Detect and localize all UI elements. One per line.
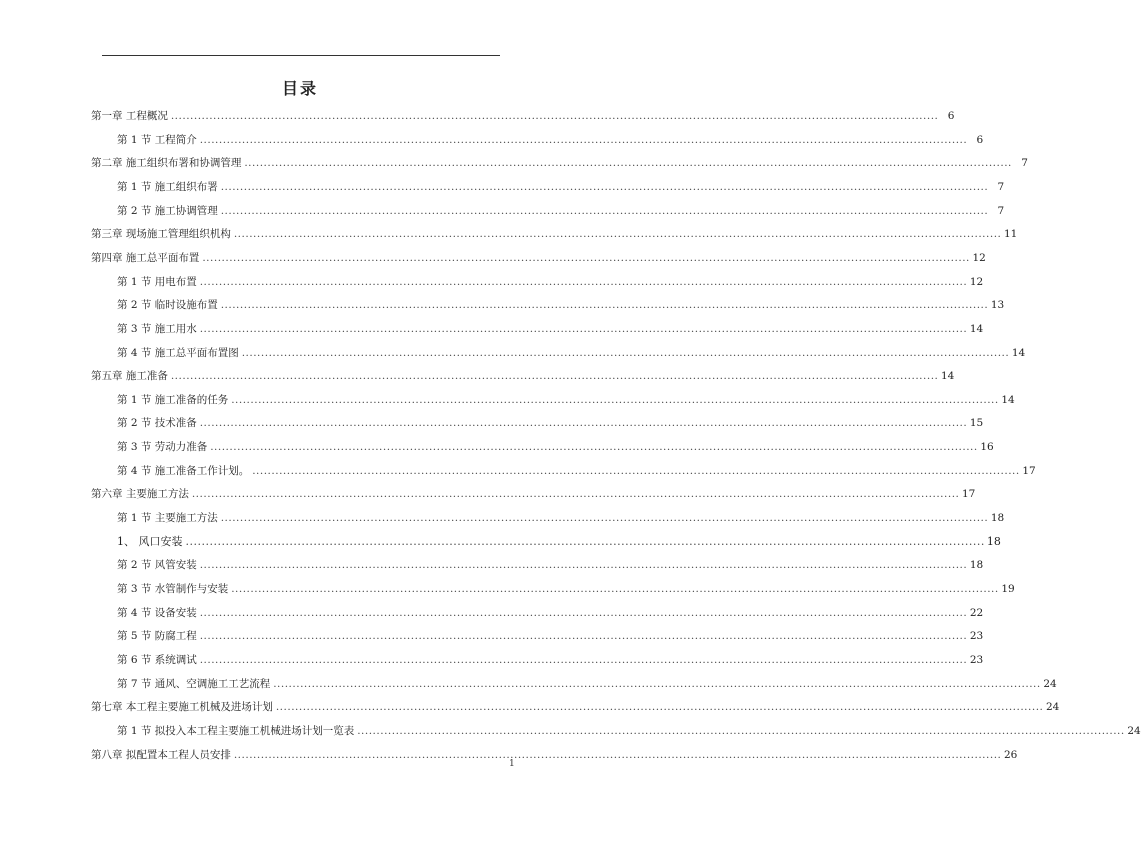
toc-section-row[interactable] <box>0 600 984 620</box>
toc-chapter-row[interactable] <box>0 150 1028 170</box>
dot-leader: ........................................................................................................................................................................................................ <box>252 464 1020 477</box>
dot-leader: ........................................................................................................................................................................................................ <box>185 534 985 548</box>
toc-entry-page: 6 <box>976 133 984 146</box>
dot-leader: ........................................................................................................................................................................................................ <box>202 251 970 264</box>
dot-leader: ........................................................................................................................................................................................................ <box>231 583 999 595</box>
toc-entry-label: 第 3 节 施工用水 <box>117 322 197 335</box>
toc-entry-page: 6 <box>947 110 955 122</box>
toc-entry-page: 14 <box>941 370 955 383</box>
toc-entry-page: 12 <box>972 251 986 264</box>
toc-entry-label: 第 5 节 防腐工程 <box>117 630 197 643</box>
toc-entry-page: 24 <box>1043 677 1057 690</box>
toc-section-row[interactable] <box>0 458 1036 478</box>
dot-leader: ........................................................................................................................................................................................................ <box>199 606 968 619</box>
toc-entry-label: 第 2 节 风管安装 <box>117 559 197 572</box>
toc-entry-label: 第五章 施工准备 <box>91 370 168 383</box>
toc-entry-page: 7 <box>1021 157 1028 170</box>
toc-entry-page: 16 <box>980 441 994 454</box>
toc-section-row[interactable] <box>0 174 1005 194</box>
toc-entry-page: 22 <box>969 606 984 619</box>
toc-chapter-row[interactable] <box>0 742 1018 762</box>
toc-section-row[interactable] <box>0 198 1005 218</box>
toc-section-row[interactable] <box>0 127 984 147</box>
dot-leader: ........................................................................................................................................................................................................ <box>275 701 1044 714</box>
toc-section-row[interactable] <box>0 292 1005 312</box>
dot-leader: ........................................................................................................................................................................................................ <box>199 653 968 666</box>
toc-entry-label: 第 4 节 施工总平面布置图 <box>117 346 239 359</box>
dot-leader: ........................................................................................................................................................................................................ <box>220 512 989 525</box>
toc-entry-label: 第 1 节 主要施工方法 <box>117 512 218 525</box>
toc-entry-page: 24 <box>1127 724 1141 737</box>
toc-section-row[interactable] <box>0 434 994 454</box>
toc-entry-label: 第一章 工程概况 <box>91 110 168 122</box>
toc-section-row[interactable] <box>0 552 984 572</box>
toc-item-row[interactable] <box>0 529 1001 549</box>
toc-entry-page: 14 <box>1001 393 1015 406</box>
toc-entry-page: 17 <box>962 488 976 501</box>
dot-leader: ........................................................................................................................................................................................................ <box>233 748 1002 761</box>
toc-entry-label: 第 1 节 拟投入本工程主要施工机械进场计划一览表 <box>117 724 355 737</box>
header-rule <box>102 55 500 56</box>
toc-section-row[interactable] <box>0 671 1057 691</box>
toc-section-row[interactable] <box>0 316 984 336</box>
toc-entry-label: 第三章 现场施工管理组织机构 <box>91 228 231 241</box>
toc-entry-page: 26 <box>1004 748 1018 761</box>
dot-leader: ........................................................................................................................................................................................................ <box>220 204 989 217</box>
toc-entry-label: 1、 风口安装 <box>117 534 183 548</box>
dot-leader: ........................................................................................................................................................................................................ <box>273 677 1041 690</box>
toc-entry-label: 第 2 节 技术准备 <box>117 417 197 430</box>
dot-leader: ........................................................................................................................................................................................................ <box>170 110 939 122</box>
toc-entry-label: 第七章 本工程主要施工机械及进场计划 <box>91 701 273 714</box>
toc-chapter-row[interactable] <box>0 103 955 123</box>
toc-entry-page: 7 <box>997 204 1005 217</box>
toc-entry-page: 7 <box>997 180 1005 193</box>
toc-entry-page: 11 <box>1004 228 1018 241</box>
toc-section-row[interactable] <box>0 505 1005 525</box>
toc-entry-label: 第 1 节 施工组织布署 <box>117 180 218 193</box>
toc-entry-page: 23 <box>969 653 984 666</box>
dot-leader: ........................................................................................................................................................................................................ <box>210 441 978 454</box>
toc-entry-label: 第八章 拟配置本工程人员安排 <box>91 748 231 761</box>
dot-leader: ........................................................................................................................................................................................................ <box>220 299 989 312</box>
toc-entry-label: 第 1 节 用电布置 <box>117 275 197 288</box>
toc-entry-label: 第 1 节 工程简介 <box>117 133 197 146</box>
toc-entry-label: 第 6 节 系统调试 <box>117 653 197 666</box>
toc-entry-page: 14 <box>1011 346 1026 359</box>
toc-entry-label: 第 4 节 施工准备工作计划。 <box>117 464 250 477</box>
page-number: 1 <box>509 759 515 769</box>
toc-chapter-row[interactable] <box>0 694 1060 714</box>
toc-entry-label: 第 3 节 劳动力准备 <box>117 441 208 454</box>
dot-leader: ........................................................................................................................................................................................................ <box>231 393 999 406</box>
toc-section-row[interactable] <box>0 647 984 667</box>
dot-leader: ........................................................................................................................................................................................................ <box>220 180 989 193</box>
dot-leader: ........................................................................................................................................................................................................ <box>199 133 968 146</box>
dot-leader: ........................................................................................................................................................................................................ <box>199 559 968 572</box>
dot-leader: ........................................................................................................................................................................................................ <box>191 488 960 501</box>
toc-entry-label: 第 3 节 水管制作与安装 <box>117 583 229 595</box>
dot-leader: ........................................................................................................................................................................................................ <box>233 228 1002 241</box>
toc-section-row[interactable] <box>0 269 984 289</box>
toc-entry-page: 19 <box>1001 583 1015 595</box>
toc-entry-label: 第 2 节 临时设施布置 <box>117 299 218 312</box>
toc-entry-page: 18 <box>990 512 1005 525</box>
toc-section-row[interactable] <box>0 340 1026 360</box>
toc-entry-page: 23 <box>969 630 984 643</box>
dot-leader: ........................................................................................................................................................................................................ <box>199 322 968 335</box>
toc-section-row[interactable] <box>0 718 1141 738</box>
dot-leader: ........................................................................................................................................................................................................ <box>357 724 1125 737</box>
dot-leader: ........................................................................................................................................................................................................ <box>244 157 1012 170</box>
toc-entry-label: 第二章 施工组织布署和协调管理 <box>91 157 242 170</box>
toc-entry-page: 18 <box>969 559 984 572</box>
toc-entry-page: 15 <box>969 417 984 430</box>
toc-chapter-row[interactable] <box>0 363 955 383</box>
toc-chapter-row[interactable] <box>0 245 986 265</box>
toc-entry-page: 17 <box>1022 464 1036 477</box>
dot-leader: ........................................................................................................................................................................................................ <box>241 346 1010 359</box>
toc-entry-page: 14 <box>969 322 984 335</box>
toc-entry-page: 12 <box>969 275 984 288</box>
toc-entry-label: 第四章 施工总平面布置 <box>91 251 200 264</box>
toc-entry-label: 第 7 节 通风、空调施工工艺流程 <box>117 677 271 690</box>
toc-entry-page: 13 <box>990 299 1005 312</box>
page-title: 目录 <box>281 79 318 98</box>
dot-leader: ........................................................................................................................................................................................................ <box>199 417 968 430</box>
toc-entry-label: 第 2 节 施工协调管理 <box>117 204 218 217</box>
toc-entry-label: 第六章 主要施工方法 <box>91 488 189 501</box>
dot-leader: ........................................................................................................................................................................................................ <box>199 275 968 288</box>
toc-chapter-row[interactable] <box>0 481 976 501</box>
dot-leader: ........................................................................................................................................................................................................ <box>170 370 939 383</box>
toc-chapter-row[interactable] <box>0 221 1018 241</box>
toc-entry-page: 24 <box>1046 701 1060 714</box>
toc-section-row[interactable] <box>0 576 1015 596</box>
toc-entry-label: 第 1 节 施工准备的任务 <box>117 393 229 406</box>
toc-entry-label: 第 4 节 设备安装 <box>117 606 197 619</box>
toc-entry-page: 18 <box>986 534 1001 548</box>
toc-section-row[interactable] <box>0 623 984 643</box>
dot-leader: ........................................................................................................................................................................................................ <box>199 630 968 643</box>
toc-section-row[interactable] <box>0 410 984 430</box>
toc-section-row[interactable] <box>0 387 1015 407</box>
